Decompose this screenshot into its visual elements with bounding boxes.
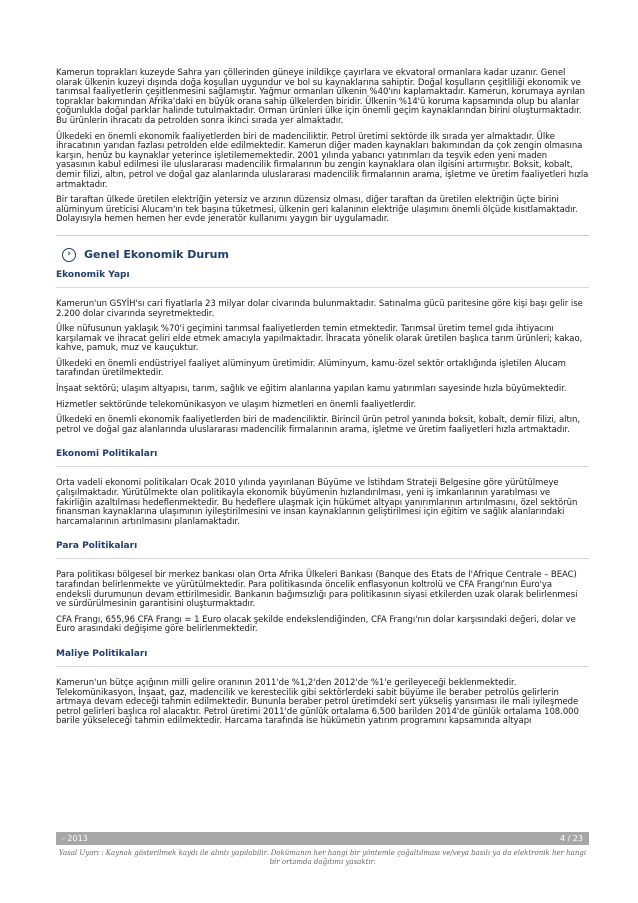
- paragraph: Ülkedeki en önemli endüstriyel faaliyet alüminyum üretimidir. Alüminyum, kamu-özel sektör ortaklığında işletilen Alucam tarafından üretilmektedir.: [56, 358, 566, 379]
- paragraph: İnşaat sektörü; ulaşım altyapısı, tarım, sağlık ve eğitim alanlarına yapılan kamu yatırımları sayesinde hızla büyümektedir.: [56, 384, 567, 395]
- divider: [56, 235, 589, 236]
- footer-bar: [56, 832, 589, 845]
- paragraph: Kamerun'un GSYİH'sı cari fiyatlarla 23 milyar dolar civarında bulunmaktadır. Satınalma gücü paritesine göre kişi başı gelir ise 2.200 dolar civarında seyretmektedir.: [56, 298, 583, 319]
- section-title: Genel Ekonomik Durum: [84, 248, 229, 262]
- subsection-heading-monetary-policies: Para Politikaları: [56, 541, 138, 552]
- paragraph: Hizmetler sektöründe telekomünikasyon ve ulaşım hizmetleri en önemli faaliyetlerdir.: [56, 399, 417, 410]
- intro-paragraph: Ülkedeki en önemli ekonomik faaliyetlerden biri de madenciliktir. Petrol üretimi sektörde ilk sırada yer almaktadır. Ülke ihracatının yarıdan fazlası petrolden elde edilmektedir. Kamerun diğer maden kaynakları bakımından da çok zengin olmasına karşın, henüz bu kaynaklar yeterince işletilememektedir. 2001 yılında yabancı yatırımları da teşvik eden yeni maden yasasının kabul edilmesi ile uluslararası madencilik firmalarının bu zengin kaynaklara olan ilgisini artırmıştır. Boksit, kobalt, demir filizi, altın, petrol ve doğal gaz alanlarında uluslararası madencilik firmalarının arama, işletme ve üretim faaliyetleri hızla artmaktadır.: [56, 131, 589, 190]
- intro-paragraph: Bir taraftan ülkede üretilen elektriğin yetersiz ve arzının düzensiz olması, diğer taraftan da üretilen elektriğin üçte birini alüminyum üreticisi Alucam'ın tek başına tüketmesi, ülkenin geri kalanının elektriğe ulaşımını önemli ölçüde kısıtlamaktadır. Dolayısıyla hemen hemen her evde jeneratör kullanımı yaygın bir uygulamadır.: [56, 195, 578, 225]
- paragraph: Para politikası bölgesel bir merkez bankası olan Orta Afrika Ülkeleri Bankası (Banque des Etats de l'Afrique Centrale – BEAC) tarafından belirlenmekte ve yürütülmektedir. Para politikasında öncelik enflasyonun koltrolü ve CFA Frangı'nın Euro'ya endeksli durumunun devam ettirilmesidir. Bankanın bağımsızlığı para politikasının siyasi etkilerden uzak olarak belirlenmesi ve sürdürülmesinin garantisini oluşturmaktadır.: [56, 570, 578, 610]
- legal-disclaimer: Yasal Uyarı : Kaynak gösterilmek kaydı ile alıntı yapılabilir. Dokümanın her hangi bir yöntemle çoğaltılması ve/veya basılı ya da elektronik her hangi bir ortamda dağıtımı yasaktır.: [58, 849, 587, 866]
- footer-year: - 2013: [62, 834, 88, 843]
- paragraph: CFA Frangı, 655,96 CFA Frangı = 1 Euro olacak şekilde endekslendiğinden, CFA Frangı'nın dolar karşısındaki değeri, dolar ve Euro arasındaki değişime göre belirlenmektedir.: [56, 614, 576, 635]
- subsection-heading-economic-policies: Ekonomi Politikaları: [56, 449, 158, 460]
- document-body: [56, 69, 589, 733]
- heading-rule: [56, 287, 589, 288]
- subsection-heading-economic-structure: Ekonomik Yapı: [56, 269, 130, 280]
- subsection-heading-fiscal-policies: Maliye Politikaları: [56, 648, 148, 659]
- heading-rule: [56, 666, 589, 667]
- heading-rule: [56, 466, 589, 467]
- paragraph: Ülke nüfusunun yaklaşık %70'i geçimini tarımsal faaliyetlerden temin etmektedir. Tarımsal üretim temel gıda ihtiyacını karşılamak ve ihracat geliri elde etmek amacıyla yapılmaktadır. İhracata yönelik olarak üretilen başlıca tarım ürünleri; kakao, kahve, pamuk, muz ve kauçuktur.: [56, 324, 583, 354]
- paragraph: Ülkedeki en önemli ekonomik faaliyetlerden biri de madenciliktir. Birincil ürün petrol yanında boksit, kobalt, demir filizi, altın, petrol ve doğal gaz alanlarında uluslararası madencilik firmalarının arama, işletme ve üretim faaliyetleri hızla artmaktadır.: [56, 415, 581, 435]
- section-heading: [62, 248, 589, 262]
- paragraph: Orta vadeli ekonomi politikaları Ocak 2010 yılında yayınlanan Büyüme ve İstihdam Strateji Belgesine göre yürütülmeye çalışılmaktadır. Yürütülmekte olan politikayla ekonomik büyümenin hızlandırılması, yeni iş imkanlarının yaratılması ve fakirliğin azaltılması hedeflenmektedir. Bu hedeflere ulaşmak için hükümet altyapı yanırımlarının artırılmasını, özel sektörün finansman kaynaklarına ulaşımının iyileştirilmesini ve insan kaynaklarının geliştirilmesi için eğitim ve sağlık alanlarındaki harcamalarının artırılmasını planlamaktadır.: [56, 478, 578, 527]
- page-number: 4 / 23: [559, 834, 583, 843]
- paragraph: Kamerun'un bütçe açığının milli gelire oranının 2011'de %1,2'den 2012'de %1'e gerileyeceği beklenmektedir. Telekomünikasyon, İnşaat, gaz, madencilik ve kerestecilik gibi sektörlerdeki sabit büyüme ile beraber petrolüs gelirlerin artmaya devam edeceği tahmin edilmektedir. Bununla beraber petrol üretimdeki sert yükseliş yansıması ile mali iyileşmede petrol gelirleri başlıca rol alacaktır. Petrol üretimi 2011'de günlük ortalama 6.500 barilden 2014'de günlük ortalama 108.000 barile yükseleceği tahmin edilmektedir. Harcama tarafında ise hükümetin yatırım programını kapsamında altyapı: [56, 677, 579, 727]
- heading-rule: [56, 558, 589, 559]
- intro-paragraph: Kamerun toprakları kuzeyde Sahra yarı çöllerinden güneye inildikçe çayırlara ve ekvatoral ormanlara kadar uzanır. Genel olarak ülkenin kuzeyi dışında doğa koşulları uygundur ve bol su kaynaklarına sahiptir. Doğal koşulların çeşitliliği ekonomik ve tarımsal faaliyetlerin çeşitlenmesini sağlamıştır. Yağmur ormanları ülkenin %40'ını kaplamaktadır. Kamerun, korumaya ayrılan topraklar bakımından Afrika'daki en büyük orana sahip ülkelerden biridir. Ülkenin %14'ü koruma kapsamında olup bu alanlar çoğunlukla doğal parklar halinde tutulmaktadır. Orman ürünleri ülke için önemli geçim kaynaklarından birini oluşturmaktadır. Bu ürünlerin ihracatı da petrolden sonra ikinci sırada yer almaktadır.: [56, 68, 585, 126]
- chevron-right-circle-icon: ›: [62, 248, 76, 262]
